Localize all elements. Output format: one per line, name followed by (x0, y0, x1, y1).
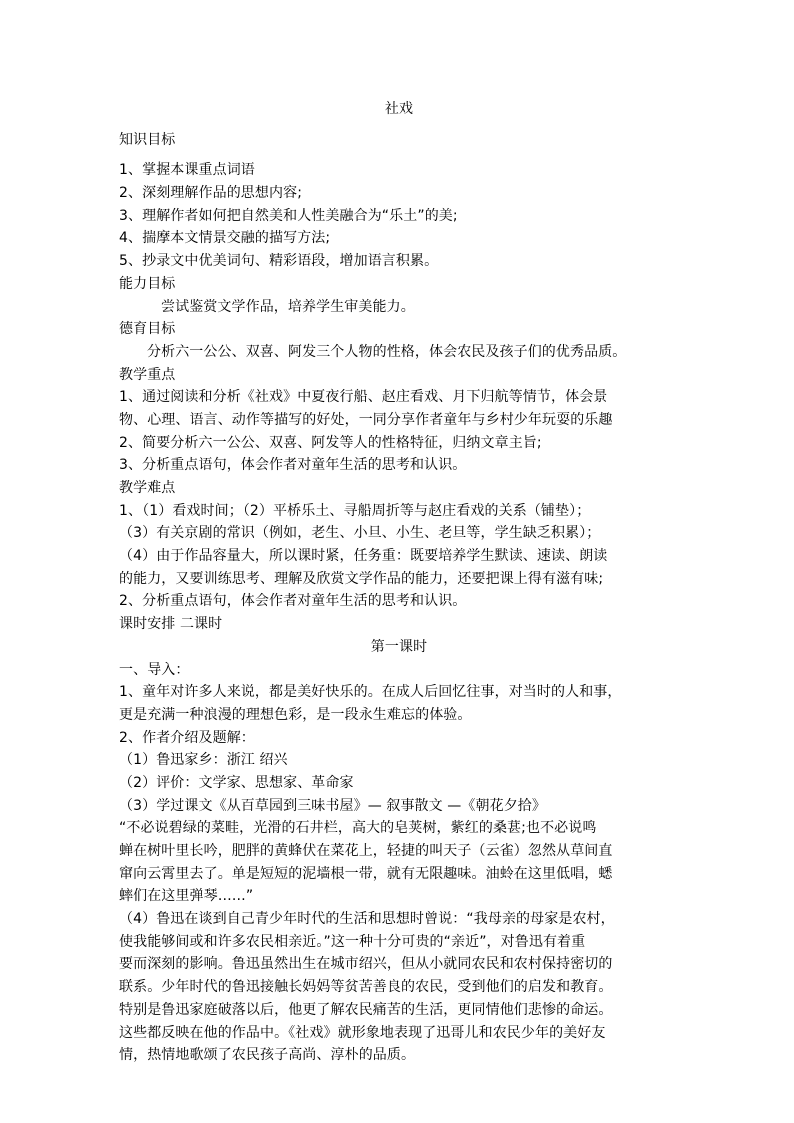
text-line: （2）评价：文学家、思想家、革命家 (119, 774, 354, 791)
text-line: 使我能够间或和许多农民相亲近。”这一种十分可贵的“亲近”，对鲁迅有着重 (119, 933, 586, 950)
text-line: 1、通过阅读和分析《社戏》中夏夜行船、赵庄看戏、月下归航等情节，体会景 (119, 389, 608, 406)
text-line: 这些都反映在他的作品中。《社戏》就形象地表现了迅哥儿和农民少年的美好友 (119, 1024, 606, 1041)
text-line: 情，热情地歌颂了农民孩子高尚、淳朴的品质。 (119, 1047, 416, 1064)
text-line: 5、抄录文中优美词句、精彩语段，增加语言积累。 (119, 253, 439, 270)
text-line: （1）鲁迅家乡：浙江 绍兴 (119, 752, 288, 769)
text-line: 1、掌握本课重点词语 (119, 162, 255, 179)
text-line: 2、分析重点语句，体会作者对童年生活的思考和认识。 (119, 593, 467, 610)
text-line: 联系。少年时代的鲁迅接触长妈妈等贫苦善良的农民，受到他们的启发和教育。 (119, 979, 613, 996)
body-lines (119, 129, 679, 1067)
text-line: （3）学过课文《从百草园到三味书屋》— 叙事散文 —《朝花夕拾》 (119, 797, 547, 814)
text-line: （4）鲁迅在谈到自己青少年时代的生活和思想时曾说：“我母亲的母家是农村， (119, 911, 615, 928)
text-line: 2、简要分析六一公公、双喜、阿发等人的性格特征，归纳文章主旨; (119, 434, 542, 451)
text-line: （3）有关京剧的常识（例如，老生、小旦、小生、老旦等，学生缺乏积累）； (119, 525, 601, 542)
text-line: 特别是鲁迅家庭破落以后，他更了解农民痛苦的生活，更同情他们悲惨的命运。 (119, 1001, 613, 1018)
text-line: 4、揣摩本文情景交融的描写方法; (119, 230, 331, 247)
text-line: “不必说碧绿的菜畦，光滑的石井栏，高大的皂荚树，紫红的桑葚;也不必说鸣 (119, 820, 597, 837)
text-line: 蟀们在这里弹琴……” (119, 888, 254, 905)
text-line: 课时安排 二课时 (119, 616, 223, 633)
text-line: 更是充满一种浪漫的理想色彩，是一段永生难忘的体验。 (119, 706, 472, 723)
text-line: 的能力，又要训练思考、理解及欣赏文学作品的能力，还要把课上得有滋有味; (119, 570, 604, 587)
text-line: 知识目标 (119, 131, 176, 148)
document-title: 社戏 (384, 101, 414, 117)
text-line: 窜向云霄里去了。单是短短的泥墙根一带，就有无限趣味。油蛉在这里低唱，蟋 (119, 865, 613, 882)
text-line: 物、心理、语言、动作等描写的好处，一同分享作者童年与乡村少年玩耍的乐趣 (119, 411, 613, 428)
text-line: 2、深刻理解作品的思想内容; (119, 185, 303, 202)
text-line: 尝试鉴赏文学作品，培养学生审美能力。 (161, 298, 415, 315)
text-line: 3、理解作者如何把自然美和人性美融合为“乐土”的美; (119, 207, 458, 224)
text-line: 德育目标 (119, 321, 176, 338)
text-line: 2、作者介绍及题解： (119, 729, 255, 746)
text-line: 能力目标 (119, 275, 176, 292)
document-page (119, 98, 679, 1067)
text-line: 蝉在树叶里长吟，肥胖的黄蜂伏在菜花上，轻捷的叫天子（云雀）忽然从草间直 (119, 843, 613, 859)
text-line: 教学重点 (119, 366, 176, 383)
text-line: 一、导入： (119, 661, 190, 678)
text-line: 教学难点 (119, 480, 176, 496)
text-line: （4）由于作品容量大，所以课时紧，任务重：既要培养学生默读、速读、朗读 (119, 548, 608, 565)
section-heading: 第一课时 (370, 638, 428, 655)
text-line: 3、分析重点语句，体会作者对童年生活的思考和认识。 (119, 457, 467, 474)
text-line: 要而深刻的影响。鲁迅虽然出生在城市绍兴，但从小就同农民和农村保持密切的 (119, 956, 613, 973)
text-line: 1、（1）看戏时间；（2）平桥乐土、寻船周折等与赵庄看戏的关系（铺垫）； (119, 502, 591, 519)
text-line: 分析六一公公、双喜、阿发三个人物的性格，体会农民及孩子们的优秀品质。 (147, 343, 627, 360)
text-line: 1、童年对许多人来说，都是美好快乐的。在成人后回忆往事，对当时的人和事， (119, 684, 622, 701)
